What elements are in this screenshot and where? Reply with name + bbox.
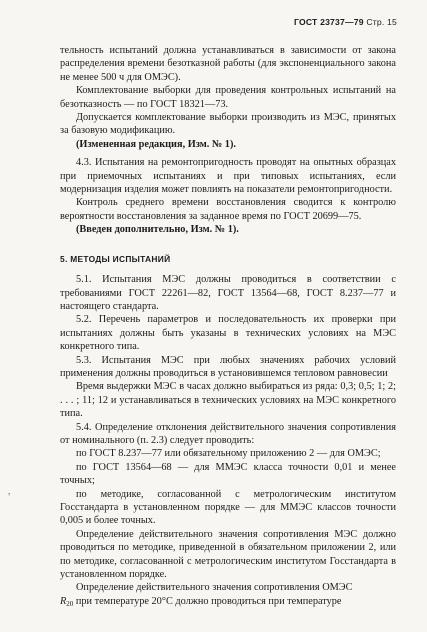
paragraph: Контроль среднего времени восстановления сводится к контролю вероятности восстановления за заданное время по ГОСТ 20699—75. [60,197,396,222]
paragraph: 5.2. Перечень параметров и последовательность их проверки при испытаниях должны быть указаны в технических условиях на МЭС конкретного типа. [60,314,396,353]
paragraph: 5.1. Испытания МЭС должны проводиться в соответствии с требованиями ГОСТ 22261—82, ГОСТ 13564—68, ГОСТ 8.237—77 и настоящего стандарта. [60,274,396,312]
paragraph: Время выдержки МЭС в часах должно выбираться из ряда: 0,3; 0,5; 1; 2; . . . ; 11; 12 и устанавливаться в технических условиях на МЭС конкретного типа. [60,381,396,420]
paragraph: тельность испытаний должна устанавливаться в зависимости от закона распределения времени безотказной работы (для экспоненциального закона не менее 500 ч для ОМЭС). [60,45,396,83]
paragraph: Определение действительного значения сопротивления ОМЭС [76,582,353,594]
symbol-r: R [60,595,67,607]
list-item: по ГОСТ 13564—68 — для ММЭС класса точности 0,01 и менее точных; [60,461,396,487]
list-item: по ГОСТ 8.237—77 или обязательному приложению 2 — для ОМЭС; [76,448,381,460]
symbol-subscript: 20 [66,599,74,608]
amendment-note: (Введен дополнительно, Изм. № 1). [76,224,239,236]
list-item: по методике, согласованной с метрологическим институтом Госстандарта в установленном порядке — для ММЭС классов точности 0,005 и более точных. [60,488,396,527]
standard-code: ГОСТ 23737—79 [294,17,364,27]
amendment-note: (Измененная редакция, Изм. № 1). [76,138,236,150]
page-header [294,17,397,27]
section-heading: 5. МЕТОДЫ ИСПЫТАНИЙ [60,253,171,264]
margin-mark: , [8,486,11,496]
paragraph: 5.3. Испытания МЭС при любых значениях рабочих условий применения должны проводиться в установившемся тепловом равновесии [60,354,396,379]
document-body [60,44,396,611]
paragraph [60,595,396,611]
paragraph: Определение действительного значения сопротивления МЭС должно проводиться по методике, приведенной в обязательном приложении 2, или по методике, согласованной с метрологическим институтом Госстандарта в установленном порядке. [60,528,396,581]
paragraph: 5.4. Определение отклонения действительного значения сопротивления от номинального (п. 2.3) следует проводить: [60,421,396,446]
paragraph: Комплектование выборки для проведения контрольных испытаний на безотказность — по ГОСТ 18321—73. [60,85,396,110]
paragraph-tail: при температуре 20°С должно проводиться при температуре [73,595,342,607]
paragraph: 4.3. Испытания на ремонтопригодность проводят на опытных образцах при приемочных испытаниях и при типовых испытаниях, если модернизация изделия может повлиять на показатели ремонтопригодности. [60,157,396,196]
paragraph: Допускается комплектование выборки производить из МЭС, принятых за базовую модификацию. [60,112,396,137]
page-number: Стр. 15 [363,17,397,27]
